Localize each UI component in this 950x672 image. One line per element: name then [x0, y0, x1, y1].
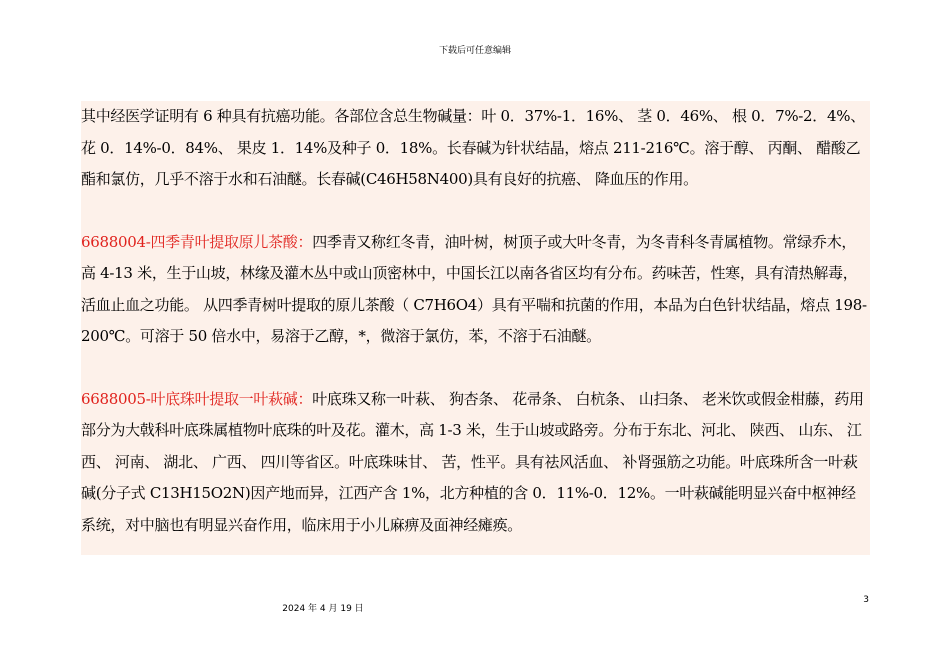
paragraph-title-yediezhu: 6688005-叶底珠叶提取一叶萩碱： [81, 389, 313, 408]
paragraph-body: 四季青又称红冬青，油叶树，树顶子或大叶冬青，为冬青科冬青属植物。常绿乔木，高 4-13 米，生于山坡，林缘及灌木丛中或山顶密林中，中国长江以南各省区均有分布。药味苦，性寒，具有清热解毒，活血止血之功能。 从四季青树叶提取的原儿茶酸（ C7H6O4）具有平喘和抗菌的作用，本品为白色针状结晶，熔点 198-200℃。可溶于 50 倍水中，易溶于乙醇，*，微溶于氯仿，苯，不溶于石油醚。 [81, 232, 867, 345]
page-header-note: 下载后可任意编辑 [438, 46, 511, 56]
footer-date: 2024 年 4 月 19 日 [282, 604, 364, 614]
paragraph-alkaloid-content [81, 101, 870, 196]
paragraph-yediezhu [81, 384, 870, 542]
paragraph-body: 其中经医学证明有 6 种具有抗癌功能。各部位含总生物碱量：叶 0．37%-1．16%、 茎 0．46%、 根 0．7%-2．4%、 花 0．14%-0．84%、 果皮 1．14%及种子 0．18%。长春碱为针状结晶，熔点 211-216℃。溶于醇、 丙酮、 醋酸乙酯和氯仿，几乎不溶于水和石油醚。长春碱(C46H58N400)具有良好的抗癌、 降血压的作用。 [81, 107, 865, 188]
page-number: 3 [863, 595, 869, 605]
paragraph-title-sijiqing: 6688004-四季青叶提取原儿茶酸： [81, 232, 313, 251]
document-body [81, 101, 870, 555]
paragraph-body: 叶底珠又称一叶萩、 狗杏条、 花帚条、 白杭条、 山扫条、 老米饮或假金柑藤，药用部分为大戟科叶底珠属植物叶底珠的叶及花。灌木，高 1-3 米，生于山坡或路旁。分布于东北、河北、 陕西、 山东、 江西、 河南、 湖北、 广西、 四川等省区。叶底珠味甘、 苦，性平。具有祛风活血、 补肾强筋之功能。叶底珠所含一叶萩碱(分子式 C13H15O2N)因产地而异，江西产含 1%，北方种植的含 0．11%-0．12%。一叶萩碱能明显兴奋中枢神经系统，对中脑也有明显兴奋作用，临床用于小儿麻痹及面神经瘫痪。 [81, 389, 864, 534]
paragraph-sijiqing [81, 227, 870, 353]
